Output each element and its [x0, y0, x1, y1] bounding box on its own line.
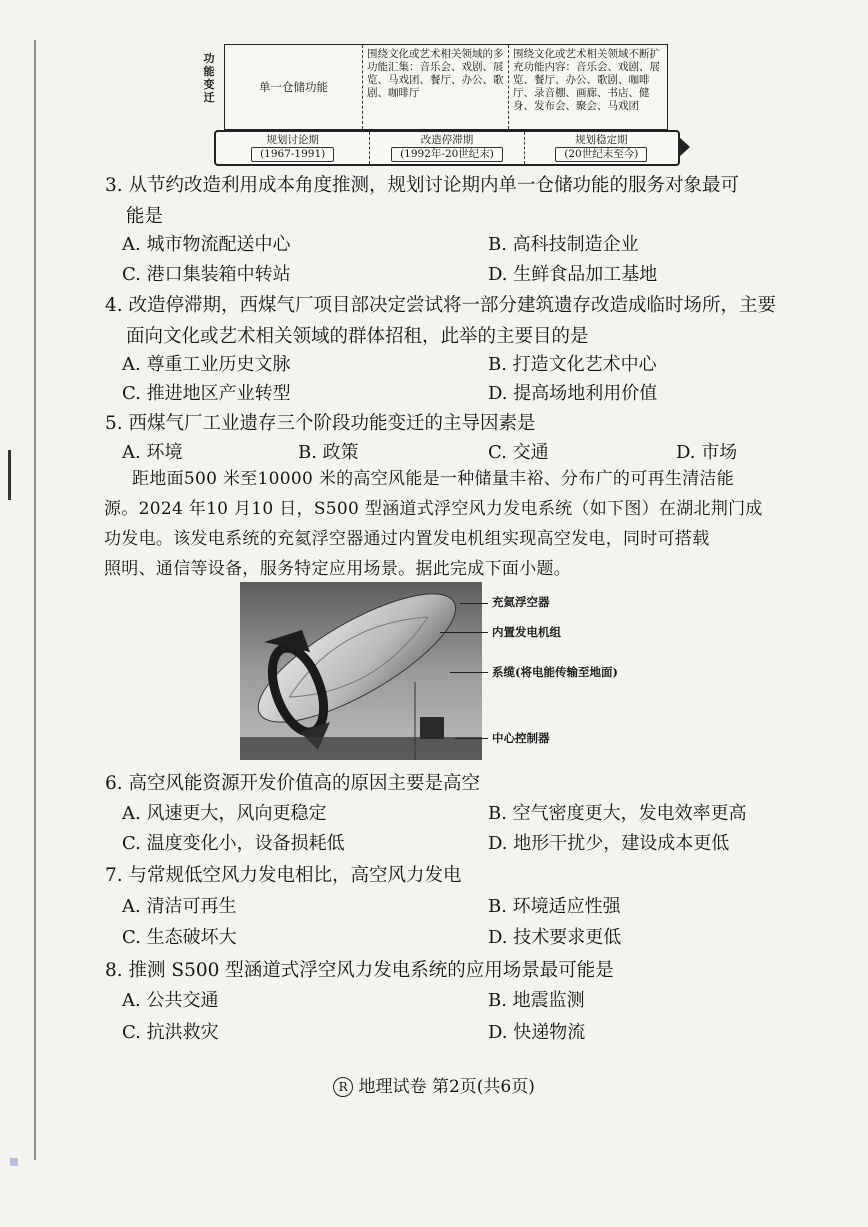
passage — [104, 464, 786, 584]
q4-option-a: A. 尊重工业历史文脉 — [122, 354, 291, 375]
q6-option-b: B. 空气密度更大，发电效率更高 — [488, 803, 747, 824]
passage-line: 功发电。该发电系统的充氦浮空器通过内置发电机组实现高空发电，同时可搭载 — [104, 529, 710, 549]
q7-option-c: C. 生态破坏大 — [122, 927, 237, 948]
label-generator: 内置发电机组 — [492, 625, 561, 639]
leader-line — [450, 672, 488, 673]
leader-line — [440, 632, 488, 633]
q7-option-a: A. 清洁可再生 — [122, 896, 237, 917]
leader-line — [460, 603, 488, 604]
timeline-figure — [200, 40, 670, 166]
period-name: 规划讨论期 — [266, 134, 319, 146]
q5-option-d: D. 市场 — [676, 442, 738, 463]
margin-mark — [8, 450, 11, 500]
passage-line: 距地面500 米至10000 米的高空风能是一种储量丰裕、分布广的可再生清洁能 — [132, 469, 735, 489]
stem-line: 面向文化或艺术相关领域的群体招租，此举的主要目的是 — [126, 326, 589, 347]
scan-edge-line — [34, 40, 36, 1160]
question-5-stem: 5. 西煤气厂工业遗存三个阶段功能变迁的主导因素是 — [105, 413, 536, 434]
passage-line: 源。2024 年10 月10 日，S500 型涵道式浮空风力发电系统（如下图）在湖北荆门成 — [104, 499, 763, 519]
q4-option-d: D. 提高场地利用价值 — [488, 383, 658, 404]
q5-option-c: C. 交通 — [488, 442, 549, 463]
question-6-stem: 6. 高空风能资源开发价值高的原因主要是高空 — [105, 773, 481, 794]
question-4-stem — [105, 290, 785, 352]
period-years: (20世纪末至今) — [555, 147, 647, 162]
function-box-1: 单一仓储功能 — [225, 45, 363, 129]
question-7-stem: 7. 与常规低空风力发电相比，高空风力发电 — [105, 865, 462, 886]
label-tether: 系缆(将电能传输至地面) — [492, 665, 618, 679]
question-3-stem — [105, 170, 785, 232]
timeline-side-label: 功能变迁 — [203, 52, 215, 104]
period-1 — [216, 132, 370, 164]
footer-text: 地理试卷 第2页(共6页) — [358, 1077, 535, 1097]
q3-option-a: A. 城市物流配送中心 — [122, 234, 291, 255]
period-name: 规划稳定期 — [575, 134, 628, 146]
passage-line: 照明、通信等设备，服务特定应用场景。据此完成下面小题。 — [104, 559, 572, 579]
q3-option-d: D. 生鲜食品加工基地 — [488, 264, 658, 285]
stem-line: 4. 改造停滞期，西煤气厂项目部决定尝试将一部分建筑遗存改造成临时场所，主要 — [105, 295, 777, 316]
stem-line: 能是 — [126, 206, 164, 227]
q6-option-a: A. 风速更大，风向更稳定 — [122, 803, 327, 824]
period-years: (1992年-20世纪末) — [391, 147, 503, 162]
q8-option-a: A. 公共交通 — [122, 990, 219, 1011]
q3-option-c: C. 港口集装箱中转站 — [122, 264, 291, 285]
function-box-3: 围绕文化或艺术相关领域不断扩充功能内容：音乐会、戏剧、展览、餐厅、办公、歌剧、咖啡厅、录音棚、画廊、书店、健身、发布会、聚会、马戏团 — [513, 48, 660, 112]
stem-line: 3. 从节约改造利用成本角度推测，规划讨论期内单一仓储功能的服务对象最可 — [105, 175, 740, 196]
page-footer — [0, 1072, 868, 1097]
timeline-arrow — [214, 130, 680, 166]
q5-option-b: B. 政策 — [298, 442, 359, 463]
question-8-stem: 8. 推测 S500 型涵道式浮空风力发电系统的应用场景最可能是 — [105, 960, 614, 981]
scan-speck — [10, 1158, 18, 1166]
airship-photo — [240, 582, 482, 760]
period-years: (1967-1991) — [251, 147, 334, 162]
label-controller: 中心控制器 — [492, 731, 550, 745]
period-2 — [370, 132, 524, 164]
label-helium-balloon: 充氦浮空器 — [492, 595, 550, 609]
q7-option-d: D. 技术要求更低 — [488, 927, 622, 948]
q6-option-c: C. 温度变化小，设备损耗低 — [122, 833, 345, 854]
registered-mark-icon: R — [333, 1077, 353, 1097]
q5-option-a: A. 环境 — [122, 442, 183, 463]
period-3 — [525, 132, 678, 164]
period-name: 改造停滞期 — [420, 134, 474, 146]
q6-option-d: D. 地形干扰少，建设成本更低 — [488, 833, 730, 854]
leader-line — [455, 738, 488, 739]
function-box-2: 围绕文化或艺术相关领域的多功能汇集：音乐会、戏剧、展览、马戏团、餐厅、办公、歌剧、咖啡厅 — [363, 45, 509, 129]
q8-option-b: B. 地震监测 — [488, 990, 585, 1011]
q3-option-b: B. 高科技制造企业 — [488, 234, 639, 255]
q7-option-b: B. 环境适应性强 — [488, 896, 621, 917]
function-boxes — [224, 44, 668, 130]
q8-option-c: C. 抗洪救灾 — [122, 1022, 219, 1043]
q4-option-b: B. 打造文化艺术中心 — [488, 354, 657, 375]
q4-option-c: C. 推进地区产业转型 — [122, 383, 291, 404]
q8-option-d: D. 快递物流 — [488, 1022, 586, 1043]
